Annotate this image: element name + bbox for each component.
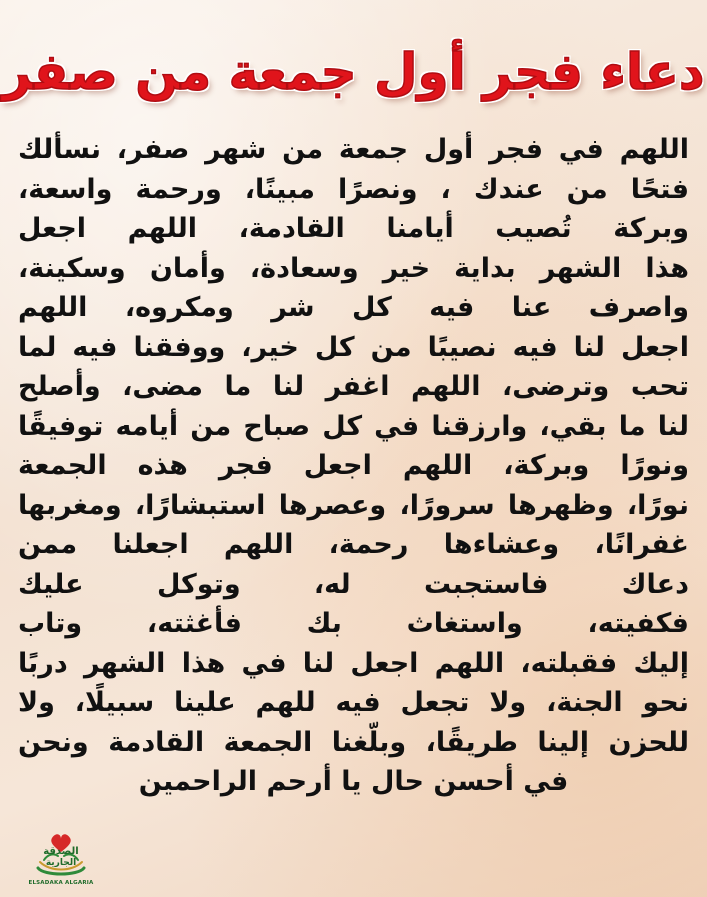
- prayer-line: اجعل لنا فيه نصيبًا من كل خير، ووفقنا فيه لما: [18, 331, 689, 363]
- prayer-line: فكفيته، واستغاث بك فأغثته، وتاب: [18, 608, 689, 639]
- prayer-text: [18, 130, 689, 802]
- prayer-line: فتحًا من عندك ، ونصرًا مبينًا، ورحمة واسعة،: [18, 173, 689, 205]
- prayer-line: لنا ما بقي، وارزقنا في كل صباح من أيامه توفيقًا: [18, 410, 689, 442]
- prayer-line: هذا الشهر بداية خير وسعادة، وأمان وسكينة،: [18, 252, 689, 284]
- prayer-line: نحو الجنة، ولا تجعل فيه للهم علينا سبيلًا، ولا: [18, 687, 689, 718]
- prayer-line: إليك فقبلته، اللهم اجعل لنا في هذا الشهر دربًا: [18, 647, 689, 679]
- prayer-line: اللهم في فجر أول جمعة من شهر صفر، نسألك: [18, 134, 689, 165]
- prayer-line: نورًا، وظهرها سرورًا، وعصرها استبشارًا، ومغربها: [18, 489, 689, 521]
- logo-name: الصدقة: [43, 846, 79, 857]
- logo-name: الجارية: [45, 858, 77, 868]
- page-title: دعاء فجر أول جمعة من صفر: [2, 43, 705, 101]
- logo-caption: ELSADAKA ALGARIA: [28, 880, 94, 886]
- prayer-line: وبركة تُصيب أيامنا القادمة، اللهم اجعل: [18, 213, 689, 244]
- prayer-line: تحب وترضى، اللهم اغفر لنا ما مضى، وأصلح: [18, 371, 689, 402]
- prayer-line: دعاك فاستجبت له، وتوكل عليك: [18, 568, 689, 600]
- prayer-line: واصرف عنا فيه كل شر ومكروه، اللهم: [18, 292, 689, 323]
- prayer-line: غفرانًا، وعشاءها رحمة، اللهم اجعلنا ممن: [18, 529, 689, 560]
- prayer-line: في أحسن حال يا أرحم الراحمين: [138, 766, 569, 797]
- logo: [30, 826, 92, 888]
- prayer-line: ونورًا وبركة، اللهم اجعل فجر هذه الجمعة: [18, 450, 689, 481]
- prayer-line: للحزن إلينا طريقًا، وبلّغنا الجمعة القادمة ونحن: [18, 726, 689, 758]
